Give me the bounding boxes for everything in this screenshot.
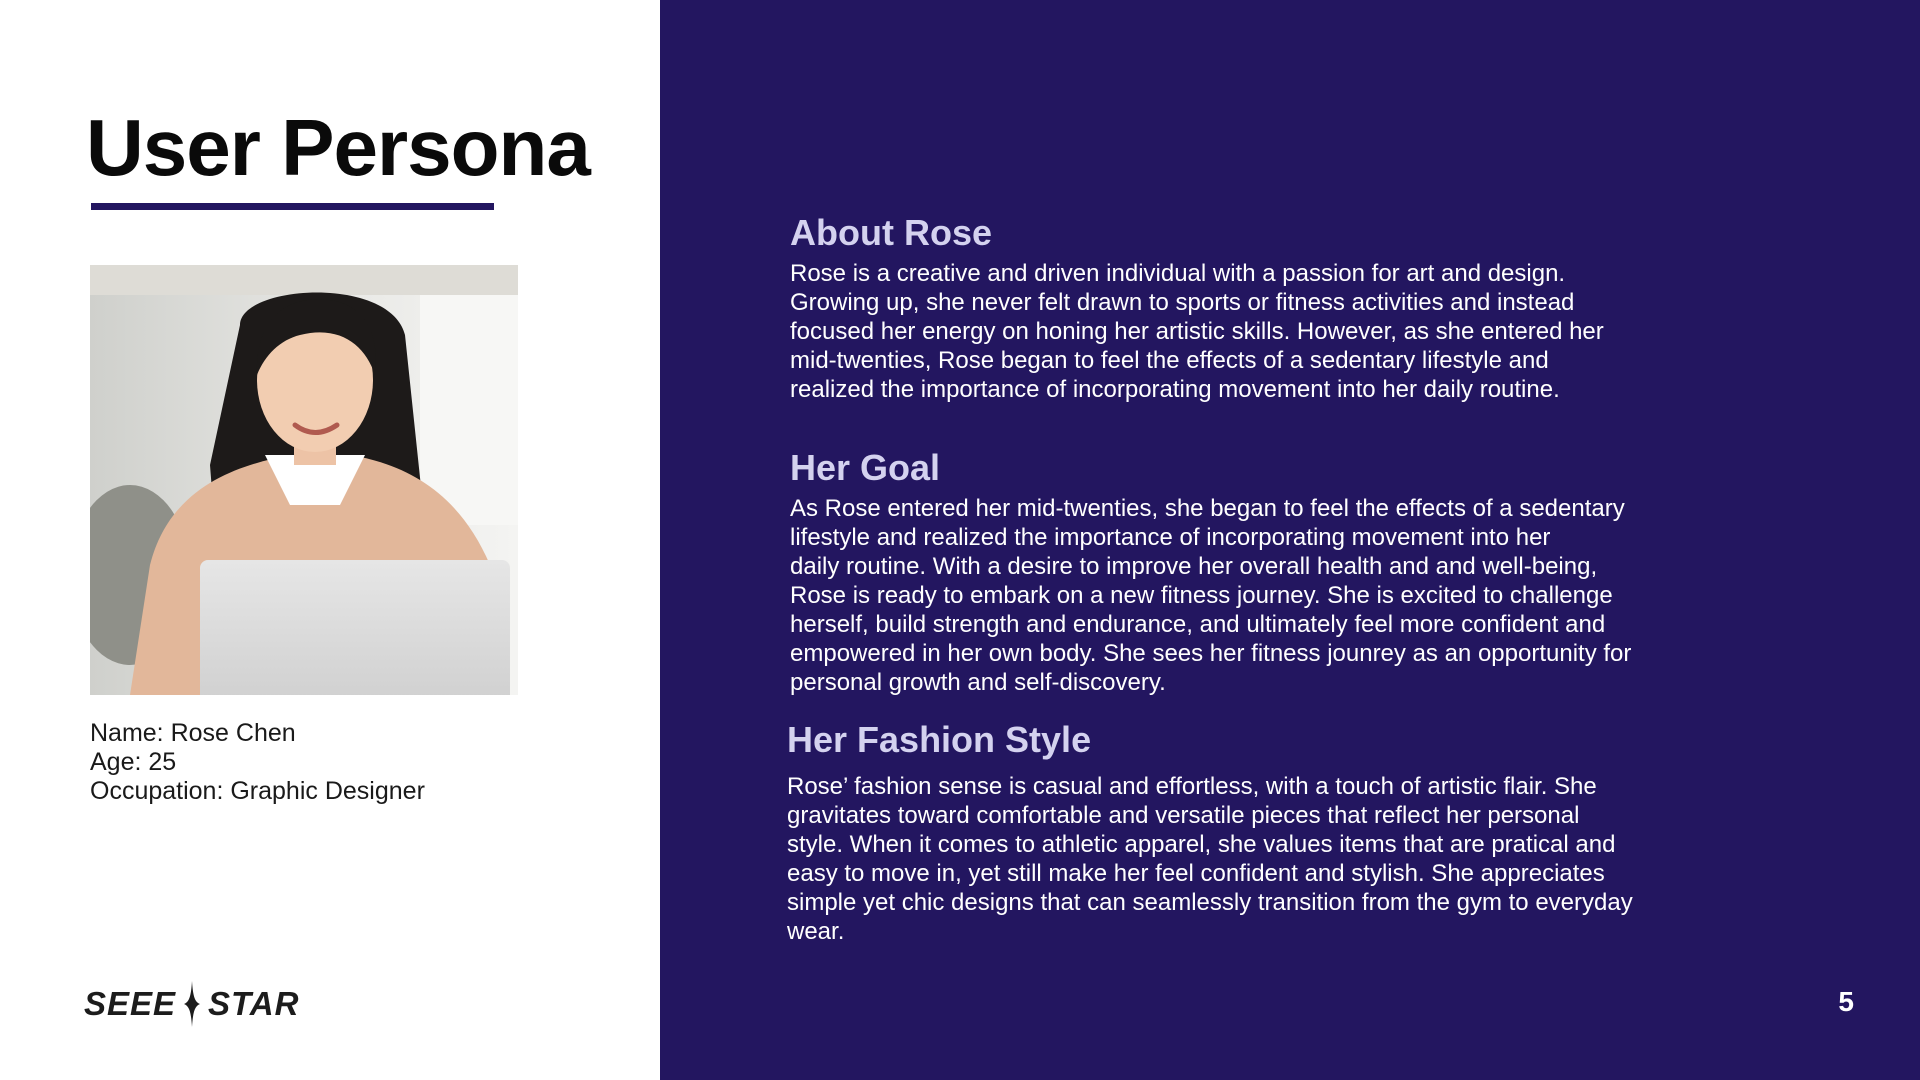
about-section (790, 211, 1790, 404)
persona-photo-illustration (90, 265, 518, 695)
title-underline (91, 203, 494, 210)
persona-photo (90, 265, 518, 695)
persona-age: Age: 25 (90, 748, 177, 776)
fashion-body: Rose’ fashion sense is casual and effortless, with a touch of artistic flair. She gravitates toward comfortable and versatile pieces that reflect her personal style. When it comes to athletic apparel, she values items that are pratical and easy to move in, yet still make her feel confident and stylish. She appreciates simple yet chic designs that can seamlessly transition from the gym to everyday wear. (787, 773, 1633, 945)
left-panel (0, 0, 660, 1080)
persona-details (90, 719, 425, 806)
page-number: 5 (1838, 986, 1854, 1017)
about-body: Rose is a creative and driven individual with a passion for art and design. Growing up, she never felt drawn to sports or fitness activities and instead focused her energy on honing her artistic skills. However, as she entered her mid-twenties, Rose began to feel the effects of a sedentary lifestyle and realized the importance of incorporating movement into her daily routine. (790, 260, 1604, 403)
four-point-star-icon (184, 981, 200, 1027)
logo-text-left: SEEE (84, 985, 177, 1022)
persona-occupation: Occupation: Graphic Designer (90, 777, 425, 805)
goal-body: As Rose entered her mid-twenties, she began to feel the effects of a sedentary lifestyle and realized the importance of incorporating movement into her daily routine. With a desire to improve her overall health and and well-being, Rose is ready to embark on a new fitness journey. She is excited to challenge herself, build strength and endurance, and ultimately feel more confident and empowered in her own body. She sees her fitness jounrey as an opportunity for personal growth and self-discovery. (790, 495, 1632, 696)
goal-section (790, 446, 1790, 697)
fashion-heading: Her Fashion Style (787, 719, 1092, 760)
about-heading: About Rose (790, 212, 992, 253)
fashion-section (787, 718, 1787, 946)
page-title: User Persona (86, 103, 590, 192)
persona-name: Name: Rose Chen (90, 719, 296, 747)
logo-text-right: STAR (208, 985, 300, 1022)
goal-heading: Her Goal (790, 447, 941, 488)
brand-logo (84, 981, 299, 1027)
